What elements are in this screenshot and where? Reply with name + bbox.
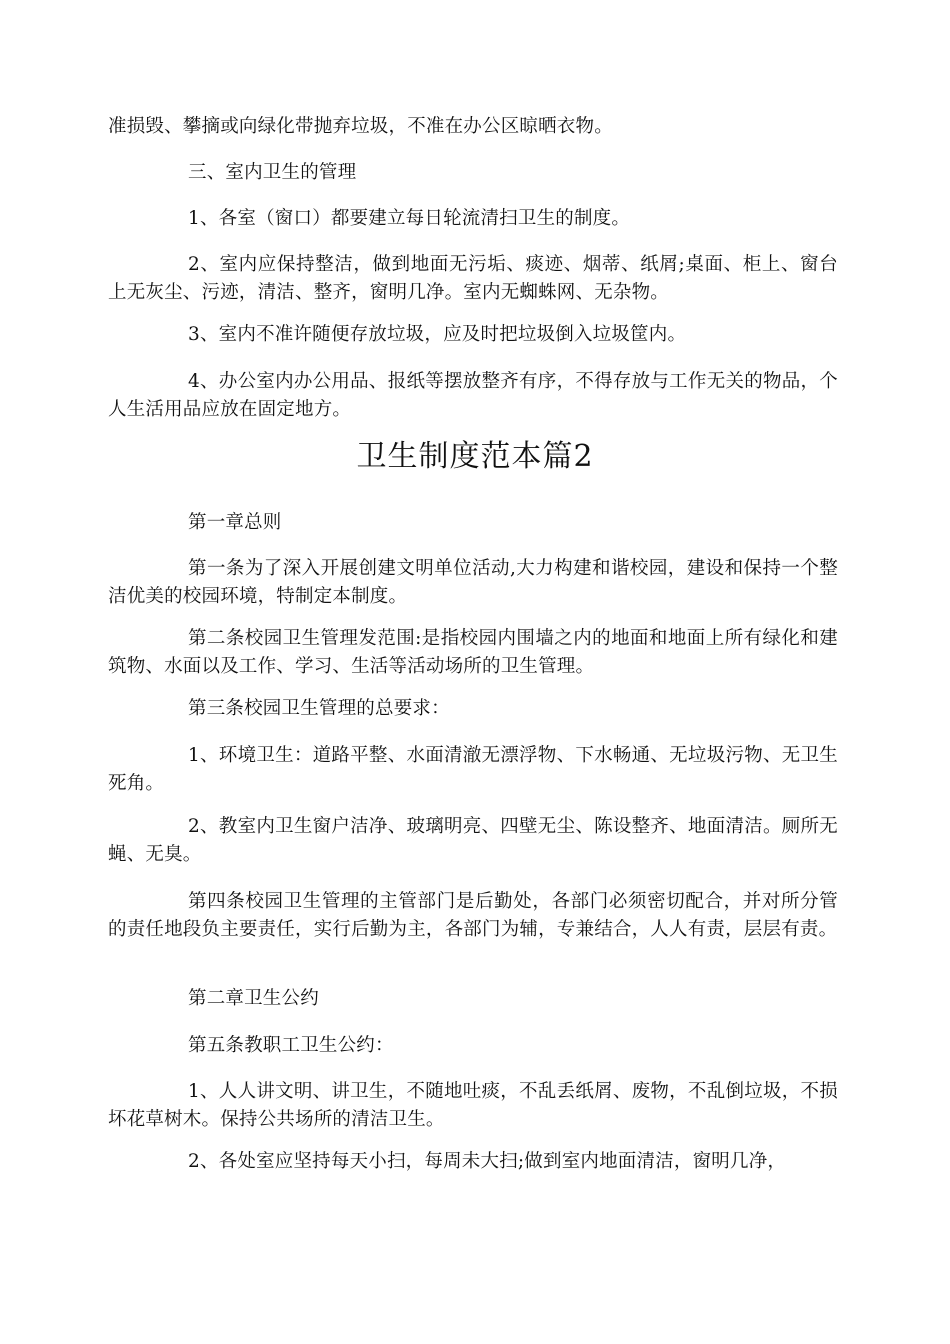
article-3: 第三条校园卫生管理的总要求： bbox=[188, 698, 450, 719]
requirement-1: 1、环境卫生：道路平整、水面清澈无漂浮物、下水畅通、无垃圾污物、无卫生死角。 bbox=[108, 745, 838, 794]
paragraph-indoor-rule-2: 2、室内应保持整洁，做到地面无污垢、痰迹、烟蒂、纸屑;桌面、柜上、窗台上无灰尘、污迹，清洁、整齐，窗明几净。室内无蜘蛛网、无杂物。 bbox=[108, 254, 838, 303]
section-heading-indoor-hygiene: 三、室内卫生的管理 bbox=[188, 162, 357, 183]
convention-2: 2、各处室应坚持每天小扫，每周未大扫;做到室内地面清洁，窗明几净， bbox=[188, 1151, 787, 1172]
document-title: 卫生制度范本篇2 bbox=[356, 439, 594, 474]
paragraph-green-belt-rule: 准损毁、攀摘或向绿化带抛弃垃圾，不准在办公区晾晒衣物。 bbox=[108, 116, 613, 137]
paragraph-indoor-rule-4: 4、办公室内办公用品、报纸等摆放整齐有序，不得存放与工作无关的物品，个人生活用品应放在固定地方。 bbox=[108, 371, 838, 420]
convention-1: 1、人人讲文明、讲卫生，不随地吐痰，不乱丢纸屑、废物，不乱倒垃圾，不损坏花草树木。保持公共场所的清洁卫生。 bbox=[108, 1081, 838, 1130]
chapter-heading-general: 第一章总则 bbox=[188, 512, 282, 533]
article-2: 第二条校园卫生管理发范围:是指校园内围墙之内的地面和地面上所有绿化和建筑物、水面以及工作、学习、生活等活动场所的卫生管理。 bbox=[108, 628, 838, 677]
chapter-heading-convention: 第二章卫生公约 bbox=[188, 988, 319, 1009]
article-1: 第一条为了深入开展创建文明单位活动,大力构建和谐校园，建设和保持一个整洁优美的校园环境，特制定本制度。 bbox=[108, 558, 838, 607]
paragraph-indoor-rule-1: 1、各室（窗口）都要建立每日轮流清扫卫生的制度。 bbox=[188, 208, 631, 229]
requirement-2: 2、教室内卫生窗户洁净、玻璃明亮、四壁无尘、陈设整齐、地面清洁。厕所无蝇、无臭。 bbox=[108, 816, 838, 865]
article-4: 第四条校园卫生管理的主管部门是后勤处，各部门必须密切配合，并对所分管的责任地段负主要责任，实行后勤为主，各部门为辅，专兼结合，人人有责，层层有责。 bbox=[108, 891, 838, 940]
article-5: 第五条教职工卫生公约： bbox=[188, 1035, 394, 1056]
paragraph-indoor-rule-3: 3、室内不准许随便存放垃圾，应及时把垃圾倒入垃圾筐内。 bbox=[188, 324, 687, 345]
